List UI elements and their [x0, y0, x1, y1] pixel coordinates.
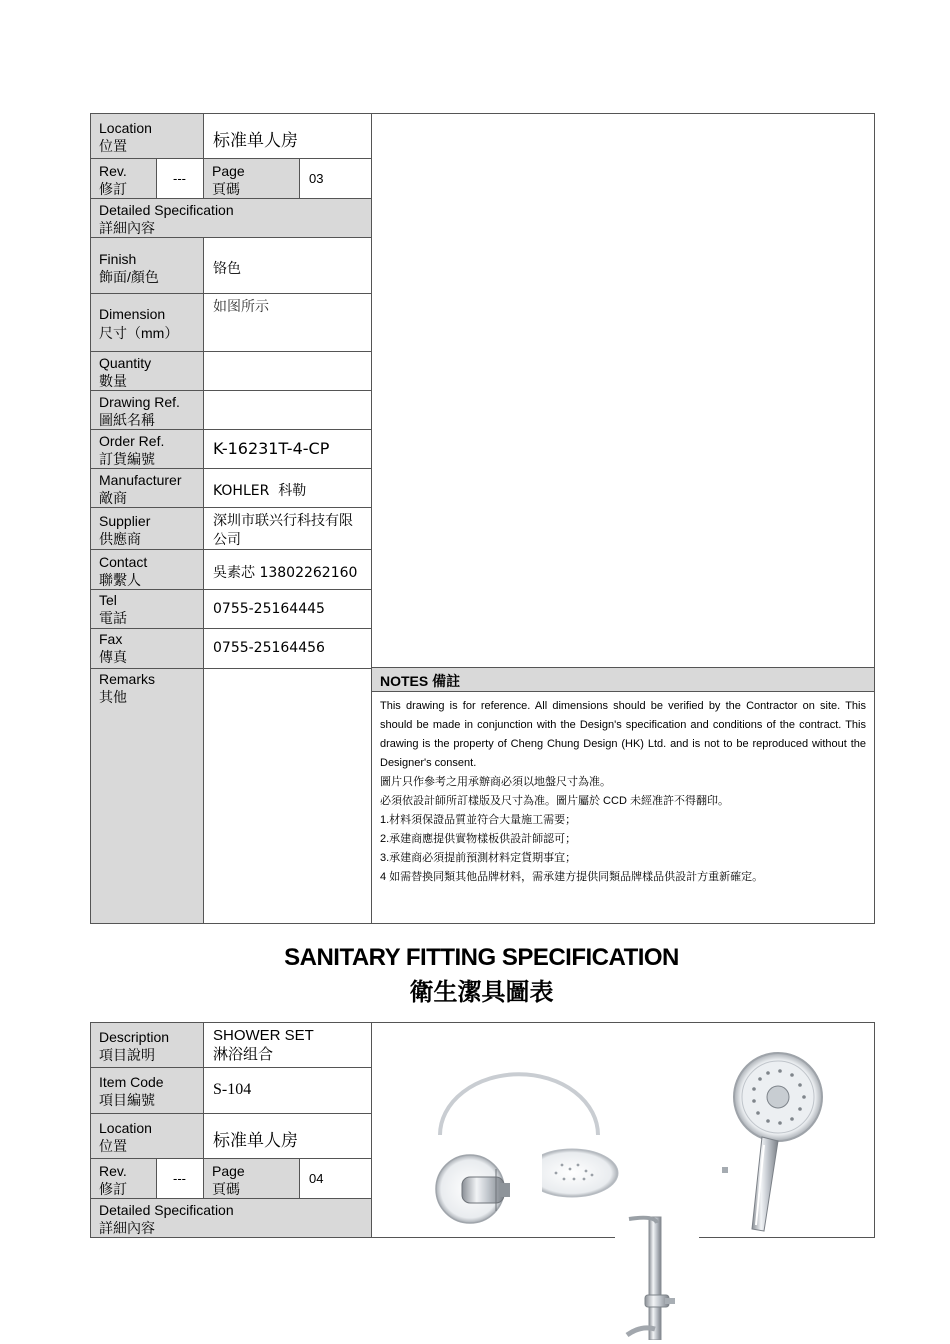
rev-value-cell — [156, 158, 204, 199]
rev2-label-cell — [90, 1158, 157, 1199]
section-title-en: SANITARY FITTING SPECIFICATION — [284, 944, 679, 971]
item-code-label: Item Code — [99, 1074, 164, 1090]
fax-label-zh: 傳真 — [99, 649, 127, 665]
supplier-label: Supplier — [99, 513, 151, 529]
description-value-line1: SHOWER SET — [213, 1027, 314, 1044]
tel-value: 0755-25164445 — [213, 601, 325, 617]
wall-elbow-icon — [418, 1147, 542, 1237]
item-code-value-cell — [203, 1067, 372, 1114]
order-ref-value: K-16231T-4-CP — [213, 439, 330, 458]
notes-line-3: 1.材料須保證品質並符合大量施工需要； — [380, 814, 577, 826]
rev-value: --- — [173, 171, 186, 186]
dimension-value-cell — [203, 293, 372, 352]
location-label-zh: 位置 — [99, 138, 127, 154]
rev2-value: --- — [173, 1171, 186, 1186]
tel-label-cell — [90, 589, 204, 629]
dimension-label-cell — [90, 293, 204, 352]
rev-label-cell — [90, 158, 157, 199]
contact-value: 吳素芯 13802262160 — [213, 565, 358, 581]
contact-label-cell — [90, 549, 204, 590]
location-label-cell — [90, 113, 204, 159]
finish-value: 铬色 — [213, 261, 241, 277]
contact-label-zh: 聯繫人 — [99, 572, 141, 588]
dimension-value: 如图所示 — [213, 300, 269, 315]
page2-value: 04 — [309, 1171, 324, 1186]
detailed-spec2-label-zh: 詳細內容 — [99, 1220, 155, 1236]
description-value-cell — [203, 1022, 372, 1068]
drawing-ref-value-cell — [203, 390, 372, 430]
quantity-label-cell — [90, 351, 204, 391]
notes-heading: NOTES 備註 — [372, 668, 874, 692]
location2-value-cell — [203, 1113, 372, 1159]
page-label: Page — [212, 163, 245, 179]
location-value: 标准单人房 — [213, 131, 298, 150]
item-code-label-cell — [90, 1067, 204, 1114]
section-title-zh: 衛生潔具圖表 — [409, 979, 554, 1006]
detailed-spec-label-zh: 詳細內容 — [99, 220, 155, 236]
supplier-value-cell — [203, 507, 372, 550]
finish-label-cell — [90, 237, 204, 294]
notes-line-2: 必須依設計師所訂樣版及尺寸為准。圖片屬於 CCD 未經准許不得翻印。 — [380, 795, 729, 807]
detailed-spec2-header — [90, 1198, 372, 1238]
notes-body — [380, 697, 866, 887]
page2-label-cell — [203, 1158, 300, 1199]
product-images — [372, 1023, 874, 1237]
location2-value: 标准单人房 — [213, 1131, 298, 1150]
quantity-value-cell — [203, 351, 372, 391]
finish-label-zh: 飾面/顏色 — [99, 269, 159, 285]
supplier-value-line2: 公司 — [213, 531, 241, 547]
rev-label: Rev. — [99, 163, 127, 179]
manufacturer-label: Manufacturer — [99, 472, 182, 488]
finish-label: Finish — [99, 251, 137, 267]
manufacturer-value-cell — [203, 468, 372, 508]
location2-label-zh: 位置 — [99, 1138, 127, 1154]
remarks-label: Remarks — [99, 671, 156, 687]
description-label: Description — [99, 1029, 170, 1045]
rev-label-zh: 修訂 — [99, 181, 127, 197]
remarks-label-zh: 其他 — [99, 689, 127, 705]
page2-value-cell — [299, 1158, 372, 1199]
page2-label-zh: 頁碼 — [212, 1181, 240, 1197]
quantity-label-zh: 數量 — [99, 373, 127, 389]
order-ref-label: Order Ref. — [99, 433, 165, 449]
table2-right-rule — [874, 1022, 875, 1238]
notes-line-1: 圖片只作參考之用承辦商必須以地盤尺寸為准。 — [380, 776, 611, 788]
manufacturer-label-zh: 敵商 — [99, 490, 127, 506]
finish-value-cell — [203, 237, 372, 294]
manufacturer-label-cell — [90, 468, 204, 508]
drawing-ref-label: Drawing Ref. — [99, 394, 180, 410]
location2-label: Location — [99, 1120, 152, 1136]
supplier-label-cell — [90, 507, 204, 550]
description-value-line2: 淋浴组合 — [213, 1046, 274, 1063]
item-code-label-zh: 項目編號 — [99, 1092, 155, 1108]
page-value-cell — [299, 158, 372, 199]
fax-value: 0755-25164456 — [213, 640, 325, 656]
fax-value-cell — [203, 628, 372, 669]
remarks-value-cell — [203, 668, 372, 924]
page-label-cell — [203, 158, 300, 199]
order-ref-label-zh: 訂貨編號 — [99, 451, 155, 467]
tel-label: Tel — [99, 592, 117, 608]
page2-label: Page — [212, 1163, 245, 1179]
rev2-value-cell — [156, 1158, 204, 1199]
notes-line-5: 3.承建商必須提前預測材料定貨期事宜； — [380, 852, 577, 864]
dimension-label: Dimension — [99, 306, 166, 322]
location-value-cell — [203, 113, 372, 159]
remarks-label-cell — [90, 668, 204, 924]
hand-shower-icon — [722, 1053, 822, 1231]
contact-label: Contact — [99, 554, 148, 570]
tel-value-cell — [203, 589, 372, 629]
manufacturer-value: KOHLER 科勒 — [213, 483, 307, 499]
tel-label-zh: 電話 — [99, 610, 127, 626]
location-label: Location — [99, 120, 152, 136]
notes-paragraph: This drawing is for reference. All dimensions should be verified by the Contractor on site. This should be made in conjunction with the Design's specification and conditions of the contract. This drawing is the property of Cheng Chung Design (HK) Ltd. and is not to be reproduced without the Designer's consent. — [380, 700, 866, 769]
fax-label: Fax — [99, 631, 123, 647]
supplier-label-zh: 供應商 — [99, 531, 141, 547]
page-label-zh: 頁碼 — [212, 181, 240, 197]
detailed-spec-label: Detailed Specification — [99, 202, 234, 218]
quantity-label: Quantity — [99, 355, 152, 371]
order-ref-value-cell — [203, 429, 372, 469]
rev2-label: Rev. — [99, 1163, 127, 1179]
drawing-ref-label-cell — [90, 390, 204, 430]
detailed-spec-header — [90, 198, 372, 238]
order-ref-label-cell — [90, 429, 204, 469]
description-label-zh: 項目說明 — [99, 1047, 155, 1063]
dimension-label-zh: 尺寸（mm） — [99, 325, 179, 341]
rev2-label-zh: 修訂 — [99, 1181, 127, 1197]
detailed-spec2-label: Detailed Specification — [99, 1202, 234, 1218]
notes-line-6: 4 如需替換同類其他品牌材料，需承建方提供同類品牌樣品供設計方重新確定。 — [380, 871, 764, 883]
fax-label-cell — [90, 628, 204, 669]
drawing-ref-label-zh: 圖紙名稱 — [99, 412, 155, 428]
location2-label-cell — [90, 1113, 204, 1159]
notes-line-4: 2.承建商應提供實物樣板供設計師認可； — [380, 833, 577, 845]
item-code-value: S-104 — [213, 1081, 252, 1098]
page-value: 03 — [309, 171, 324, 186]
slide-bar-icon — [615, 1215, 699, 1340]
contact-value-cell — [203, 549, 372, 590]
description-label-cell — [90, 1022, 204, 1068]
supplier-value-line1: 深圳市联兴行科技有限 — [213, 512, 353, 528]
